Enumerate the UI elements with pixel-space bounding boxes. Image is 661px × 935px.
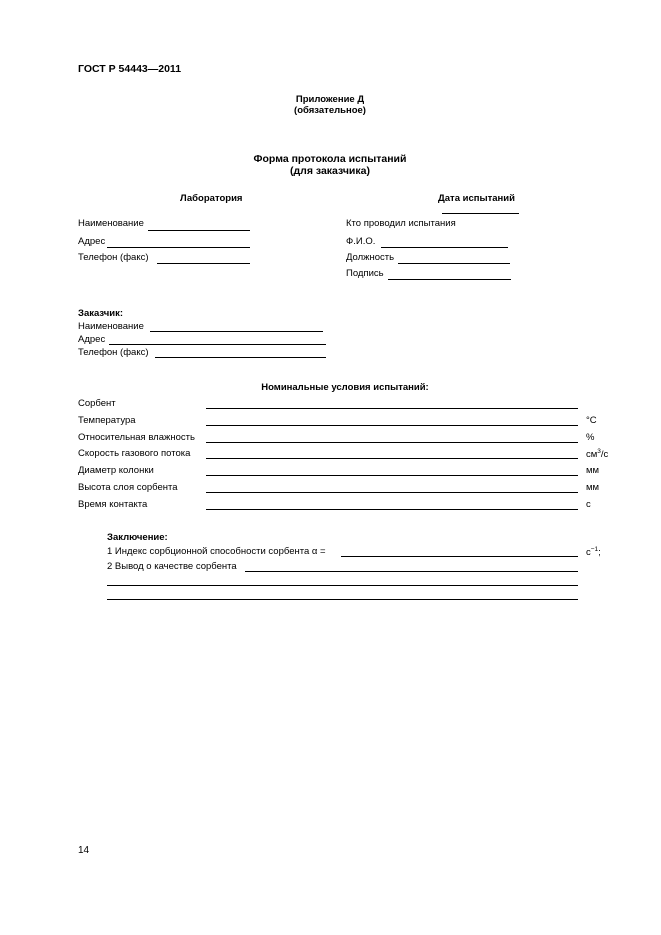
condition-line-sorbent[interactable] [206, 408, 578, 409]
condition-line-flow[interactable] [206, 458, 578, 459]
lab-heading: Лаборатория [180, 193, 243, 204]
appendix-subtitle: (обязательное) [294, 105, 366, 116]
flow-unit-tail: /с [600, 449, 609, 461]
customer-phone-line[interactable] [155, 357, 326, 358]
condition-label-flow: Скорость газового потока [78, 448, 191, 459]
position-label: Должность [346, 252, 395, 263]
condition-label-humidity: Относительная влажность [78, 432, 195, 443]
index-unit-tail: ; [598, 547, 601, 559]
signature-line[interactable] [388, 279, 511, 280]
condition-label-height: Высота слоя сорбента [78, 482, 178, 493]
condition-line-humidity[interactable] [206, 442, 578, 443]
condition-unit-humidity: % [586, 432, 595, 443]
condition-unit-height: мм [586, 482, 600, 493]
condition-unit-temperature: °C [586, 415, 597, 426]
customer-address-label: Адрес [78, 334, 106, 345]
test-date-heading: Дата испытаний [438, 193, 515, 204]
condition-line-diameter[interactable] [206, 475, 578, 476]
condition-unit-diameter: мм [586, 465, 600, 476]
sorption-index-line[interactable] [341, 556, 578, 557]
condition-label-temperature: Температура [78, 415, 136, 426]
sorption-index-unit [586, 546, 601, 558]
customer-heading: Заказчик: [78, 308, 124, 319]
standard-code: ГОСТ Р 54443—2011 [78, 63, 182, 75]
conclusion-heading: Заключение: [107, 532, 168, 543]
lab-address-label: Адрес [78, 236, 106, 247]
fio-line[interactable] [381, 247, 508, 248]
sorbent-quality-line-1[interactable] [245, 571, 578, 572]
condition-label-sorbent: Сорбент [78, 398, 116, 409]
lab-phone-line[interactable] [157, 263, 250, 264]
sorption-index-label: 1 Индекс сорбционной способности сорбента α = [107, 546, 326, 557]
fio-label: Ф.И.О. [346, 236, 376, 247]
signature-label: Подпись [346, 268, 384, 279]
lab-phone-label: Телефон (факс) [78, 252, 149, 263]
form-title: Форма протокола испытаний [253, 153, 407, 165]
customer-address-line[interactable] [109, 344, 326, 345]
conditions-heading: Номинальные условия испытаний: [261, 382, 429, 393]
condition-unit-contact-time: с [586, 499, 591, 510]
tester-label: Кто проводил испытания [346, 218, 456, 229]
lab-address-line[interactable] [107, 247, 250, 248]
condition-label-diameter: Диаметр колонки [78, 465, 154, 476]
sorbent-quality-line-3[interactable] [107, 599, 578, 600]
flow-unit-base: см [586, 449, 598, 461]
condition-label-contact-time: Время контакта [78, 499, 148, 510]
flow-unit-sup: 3 [597, 448, 601, 455]
index-unit-base: с [586, 547, 591, 559]
lab-name-label: Наименование [78, 218, 144, 229]
position-line[interactable] [398, 263, 510, 264]
sorbent-quality-line-2[interactable] [107, 585, 578, 586]
condition-line-contact-time[interactable] [206, 509, 578, 510]
lab-name-line[interactable] [148, 230, 250, 231]
customer-phone-label: Телефон (факс) [78, 347, 149, 358]
form-subtitle: (для заказчика) [290, 165, 370, 177]
customer-name-label: Наименование [78, 321, 144, 332]
page-number: 14 [78, 845, 90, 856]
condition-line-height[interactable] [206, 492, 578, 493]
customer-name-line[interactable] [150, 331, 323, 332]
index-unit-sup: −1 [590, 546, 599, 553]
sorbent-quality-label: 2 Вывод о качестве сорбента [107, 561, 237, 572]
appendix-title: Приложение Д [295, 94, 365, 105]
condition-line-temperature[interactable] [206, 425, 578, 426]
test-date-line[interactable] [442, 213, 519, 214]
condition-unit-flow [586, 448, 608, 460]
